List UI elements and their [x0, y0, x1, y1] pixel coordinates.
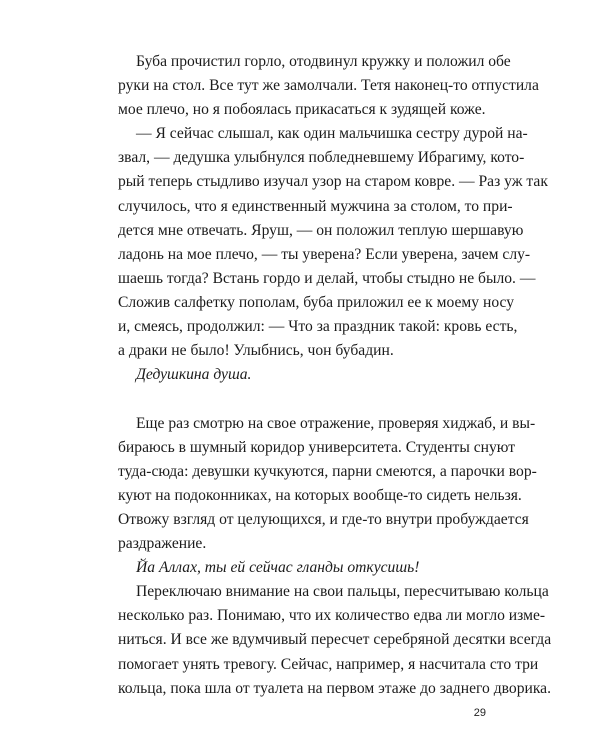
text-line: дется мне отвечать. Яруш, — он положил теплую шершавую [118, 222, 524, 239]
text-line: ладонь на мое плечо, — ты уверена? Если уверена, зачем слу- [118, 246, 531, 263]
text-line: Отвожу взгляд от целующихся, и где-то внутри пробуждается [118, 511, 529, 528]
text-line: рый теперь стыдливо изучал узор на старом ковре. — Раз уж так [118, 173, 548, 190]
text-line: звал, — дедушка улыбнулся побледневшему Ибрагиму, кото- [118, 149, 525, 166]
page-number: 29 [473, 707, 486, 719]
text-line: ниться. И все же вдумчивый пересчет серебряной десятки всегда [118, 631, 552, 648]
text-line: куют на подоконниках, на которых вообще-то сидеть нельзя. [118, 487, 522, 504]
italic-thought: Йа Аллах, ты ей сейчас гланды откусишь! [136, 559, 420, 576]
text-line: Сложив салфетку пополам, буба приложил ее к моему носу [118, 294, 515, 311]
text-line: несколько раз. Понимаю, что их количество едва ли могло изме- [118, 607, 546, 624]
text-line: помогает унять тревогу. Сейчас, например, я насчитала сто три [118, 656, 539, 673]
text-line: — Я сейчас слышал, как один мальчишка сестру дурой на- [136, 125, 528, 142]
text-line: мое плечо, но я побоялась прикасаться к зудящей коже. [118, 101, 486, 118]
text-line: шаешь тогда? Встань гордо и делай, чтобы стыдно не было. — [118, 270, 536, 287]
text-line: и, смеясь, продолжил: — Что за праздник такой: кровь есть, [118, 318, 518, 335]
text-line: а драки не было! Улыбнись, чон бубадин. [118, 342, 394, 359]
text-line: случилось, что я единственный мужчина за столом, то при- [118, 198, 513, 215]
text-line: бираюсь в шумный коридор университета. Студенты снуют [118, 439, 516, 456]
text-line: кольца, пока шла от туалета на первом этаже до заднего дворика. [118, 680, 551, 697]
text-line: туда-сюда: девушки кучкуются, парни смеются, а парочки вор- [118, 463, 537, 480]
text-line: Буба прочистил горло, отодвинул кружку и положил обе [136, 53, 511, 70]
text-line: Еще раз смотрю на свое отражение, проверяя хиджаб, и вы- [136, 415, 536, 432]
italic-thought: Дедушкина душа. [136, 366, 252, 383]
text-line: Переключаю внимание на свои пальцы, пересчитываю кольца [136, 583, 549, 600]
text-line: раздражение. [118, 535, 207, 552]
text-line: руки на стол. Все тут же замолчали. Тетя наконец-то отпустила [118, 77, 539, 94]
